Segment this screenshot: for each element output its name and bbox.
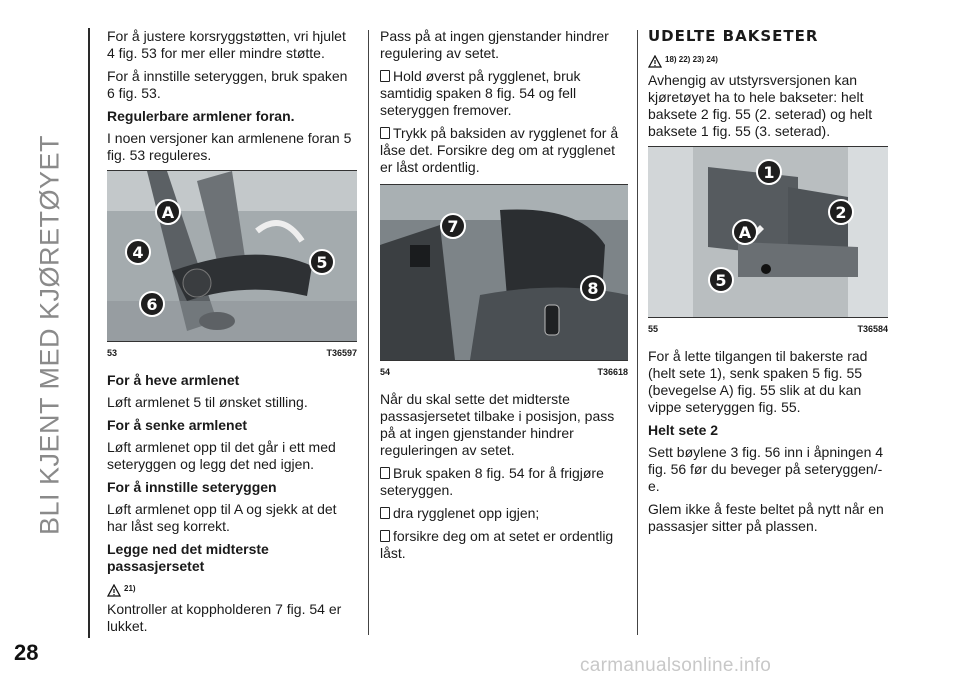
- bullet-text: forsikre deg om at setet er ordentlig låst.: [380, 528, 614, 561]
- bullet-text: Bruk spaken 8 fig. 54 for å frigjøre seteryggen.: [380, 465, 604, 498]
- callout-label: 4: [125, 239, 151, 265]
- callout-label: A: [155, 199, 181, 225]
- figure-number: 55: [648, 324, 659, 334]
- callout-label: 6: [139, 291, 165, 317]
- column-divider-2: [637, 30, 638, 635]
- bullet-icon: [380, 467, 390, 479]
- chapter-divider-bar: [88, 28, 90, 638]
- figure-54: [380, 184, 628, 361]
- column-divider-1: [368, 30, 369, 635]
- paragraph: Glem ikke å feste beltet på nytt når en passasjer sitter på plassen.: [648, 501, 884, 534]
- paragraph: Kontroller at koppholderen 7 fig. 54 er lukket.: [107, 601, 342, 634]
- subheading: For å innstille seteryggen: [107, 479, 277, 495]
- figure-code: T36618: [597, 367, 628, 377]
- bullet-item: [380, 528, 628, 562]
- column-1: [107, 28, 357, 641]
- paragraph: For å lette tilgangen til bakerste rad (helt sete 1), senk spaken 5 fig. 55 (bevegelse A) fig. 55 slik at du kan vippe seteryggen fig. 55.: [648, 348, 868, 415]
- warning-reference: [648, 51, 888, 68]
- warning-reference-numbers: 21): [124, 584, 136, 593]
- figure-caption: [107, 345, 357, 362]
- figure-53: [107, 170, 357, 342]
- paragraph: Løft armlenet opp til A og sjekk at det har låst seg korrekt.: [107, 501, 337, 534]
- callout-label: 2: [828, 199, 854, 225]
- paragraph: Når du skal sette det midterste passasjersetet tilbake i posisjon, pass på at ingen gjenstander hindrer reguleringen av setet.: [380, 391, 615, 458]
- bullet-item: [380, 125, 628, 176]
- callout-label: 8: [580, 275, 606, 301]
- callout-label: 5: [708, 267, 734, 293]
- figure-caption: [648, 321, 888, 338]
- paragraph: Pass på at ingen gjenstander hindrer regulering av setet.: [380, 28, 609, 61]
- figure-55: [648, 146, 888, 318]
- warning-reference-numbers: 18) 22) 23) 24): [665, 55, 718, 64]
- column-2: [380, 28, 628, 568]
- paragraph: For å justere korsryggstøtten, vri hjulet 4 fig. 53 for mer eller mindre støtte.: [107, 28, 346, 61]
- footer-watermark: carmanualsonline.info: [580, 655, 772, 676]
- subheading: Regulerbare armlener foran.: [107, 108, 295, 124]
- bullet-icon: [380, 127, 390, 139]
- callout-label: 7: [440, 213, 466, 239]
- bullet-text: Trykk på baksiden av rygglenet for å låse det. Forsikre deg om at rygglenet er låst ordentlig.: [380, 125, 619, 175]
- subheading: Helt sete 2: [648, 422, 719, 438]
- bullet-text: Hold øverst på rygglenet, bruk samtidig spaken 8 fig. 54 og fell seteryggen fremover.: [380, 68, 581, 118]
- subheading: For å senke armlenet: [107, 417, 248, 433]
- paragraph: For å innstille seteryggen, bruk spaken 6 fig. 53.: [107, 68, 348, 101]
- subheading: Legge ned det midterste passasjersetet: [107, 541, 269, 574]
- callout-label: 5: [309, 249, 335, 275]
- chapter-side-title-text: BLI KJENT MED KJØRETØYET: [34, 134, 65, 536]
- page-number: 28: [14, 640, 39, 665]
- warning-triangle-icon: [107, 584, 121, 597]
- bullet-item: [380, 465, 628, 499]
- figure-code: T36597: [326, 348, 357, 358]
- column-3: [648, 28, 888, 541]
- paragraph: Løft armlenet opp til det går i ett med seteryggen og legg det ned igjen.: [107, 439, 336, 472]
- bullet-item: [380, 505, 628, 522]
- figure-code: T36584: [857, 324, 888, 334]
- figure-number: 54: [380, 367, 391, 377]
- bullet-icon: [380, 507, 390, 519]
- paragraph: Sett bøylene 3 fig. 56 inn i åpningen 4 fig. 56 før du beveger på seteryggen/-e.: [648, 444, 884, 494]
- bullet-icon: [380, 70, 390, 82]
- bullet-text: dra rygglenet opp igjen;: [393, 505, 540, 521]
- figure-caption: [380, 364, 628, 381]
- figure-number: 53: [107, 348, 118, 358]
- bullet-item: [380, 68, 628, 119]
- paragraph: Løft armlenet 5 til ønsket stilling.: [107, 394, 308, 410]
- bullet-icon: [380, 530, 390, 542]
- paragraph: Avhengig av utstyrsversjonen kan kjøretøyet ha to hele bakseter: helt baksete 2 fig. 55 (2. seterad) og helt baksete 1 fig. 55 (3. seterad).: [648, 72, 873, 139]
- callout-label: 1: [756, 159, 782, 185]
- paragraph: I noen versjoner kan armlenene foran 5 fig. 53 reguleres.: [107, 130, 352, 163]
- section-title: UDELTE BAKSETER: [648, 27, 819, 45]
- warning-triangle-icon: [648, 55, 662, 68]
- callout-label: A: [732, 219, 758, 245]
- figure-54-illustration: [380, 185, 628, 360]
- warning-reference: [107, 580, 357, 597]
- subheading: For å heve armlenet: [107, 372, 240, 388]
